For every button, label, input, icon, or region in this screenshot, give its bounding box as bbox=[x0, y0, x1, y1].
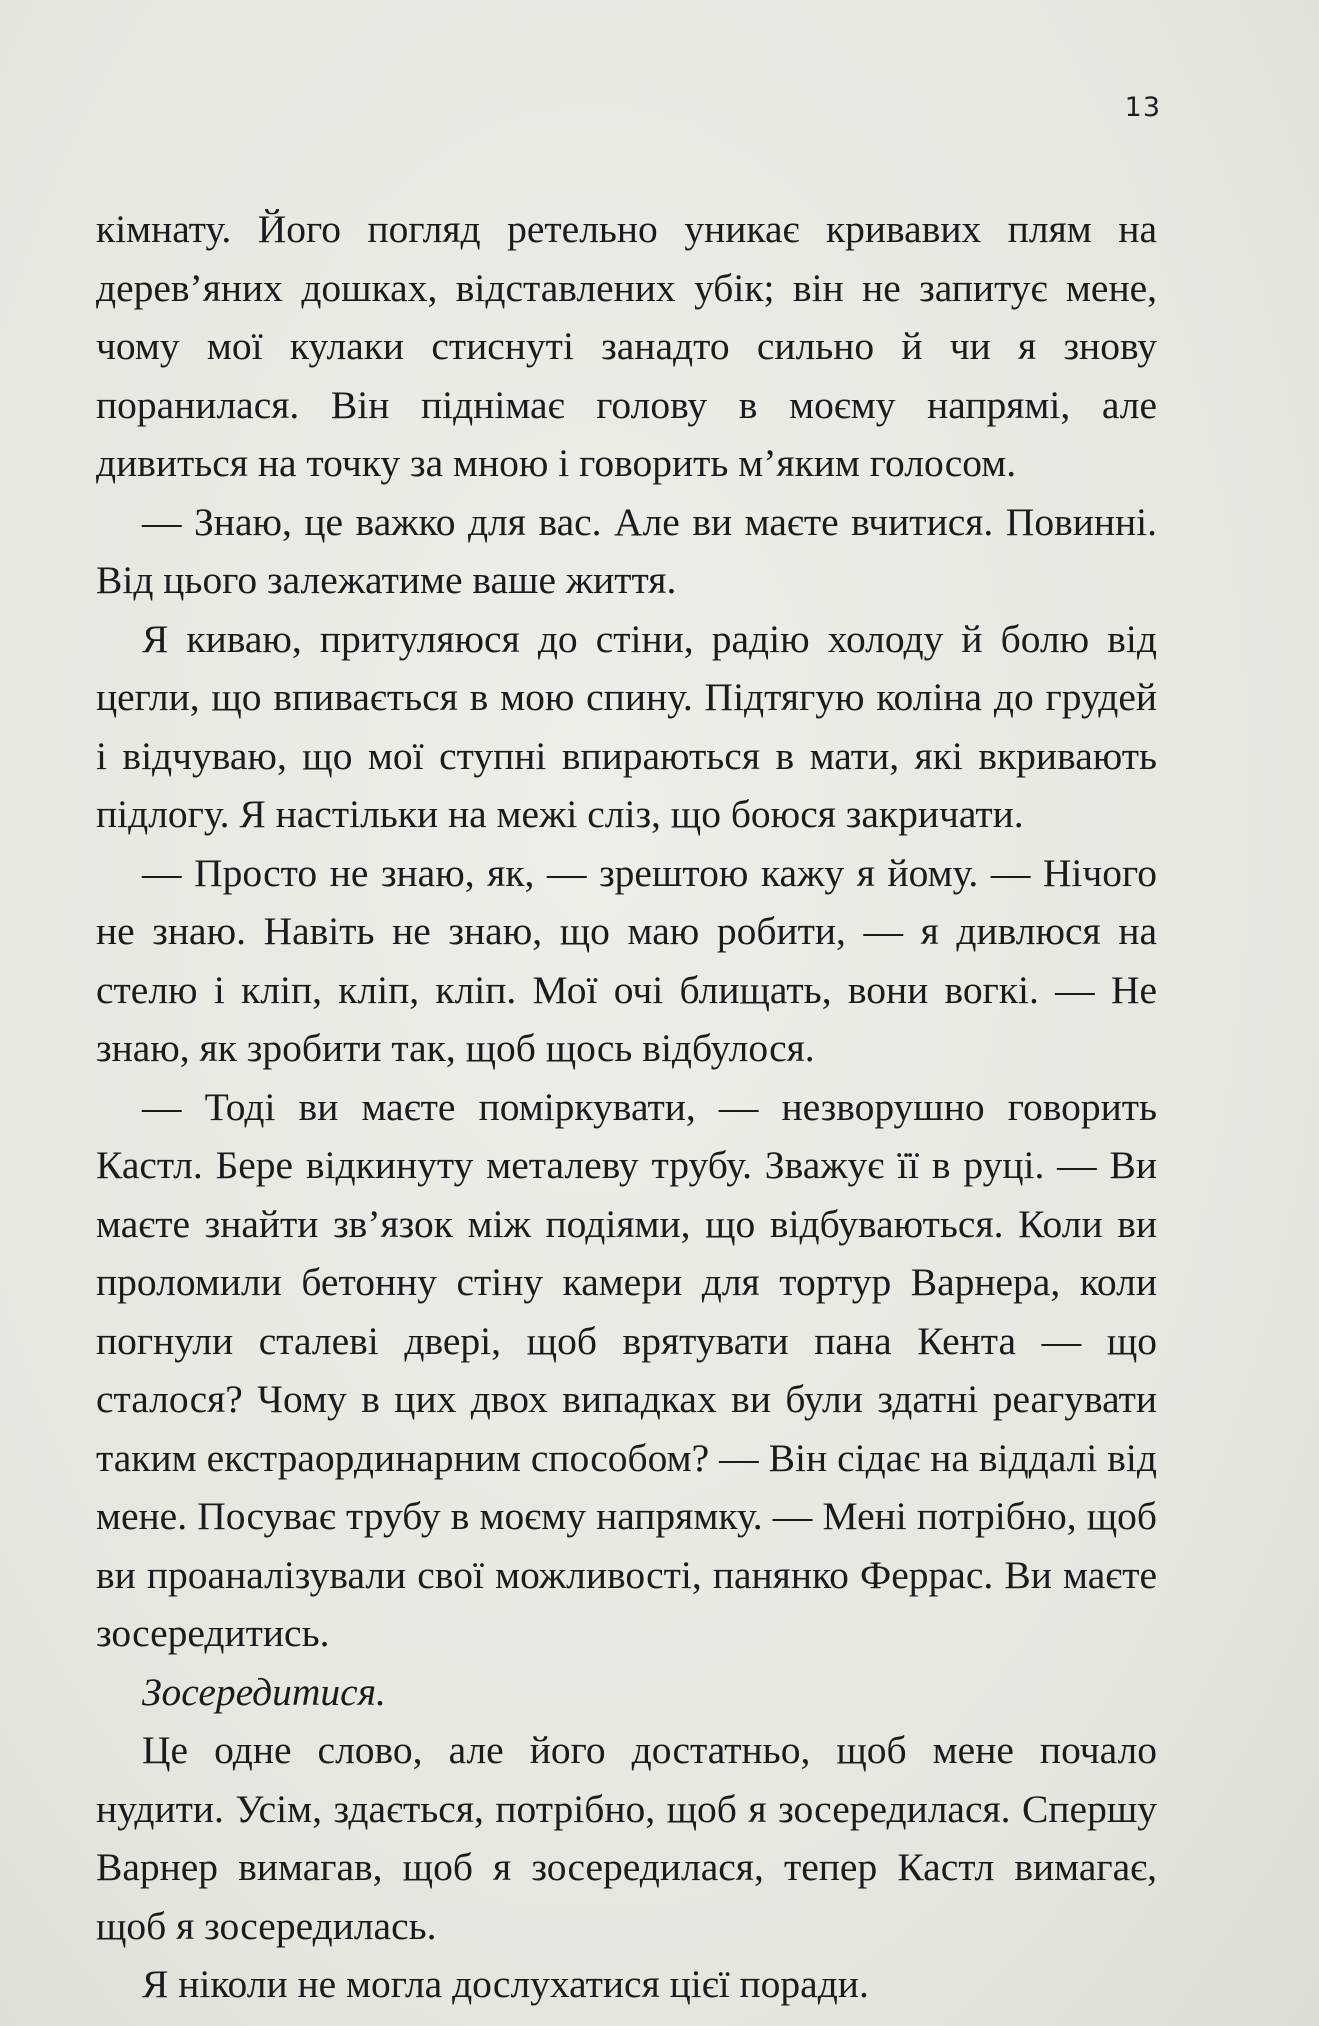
paragraph-7: Це одне слово, але його достатньо, щоб мене почало нудити. Усім, здається, потрібно, щоб я зосередилася. Спершу Варнер вимагав, щоб я зосередилася, тепер Кастл вимагає, щоб я зосередилась. bbox=[96, 1728, 1157, 1948]
paragraph-4-dialogue: — Просто не знаю, як, — зрештою кажу я йому. — Нічого не знаю. Навіть не знаю, що маю робити, — я дивлюся на стелю і кліп, кліп, кліп. Мої очі блищать, вони вогкі. — Не знаю, як зробити так, щоб щось відбулося. bbox=[96, 850, 1157, 1070]
body-text bbox=[96, 200, 1157, 2014]
paragraph-5-dialogue: — Тоді ви маєте поміркувати, — незворушно говорить Кастл. Бере відкинуту металеву трубу. Зважує її в руці. — Ви маєте знайти зв’язок між подіями, що відбуваються. Коли ви проломили бетонну стіну камери для тортур Варнера, коли погнули сталеві двері, щоб врятувати пана Кента — що сталося? Чому в цих двох випадках ви були здатні реагувати таким екстраординарним способом? — Він сідає на віддалі від мене. Посуває трубу в моєму напрямку. — Мені потрібно, щоб ви проаналізували свої можливості, панянко Феррас. Ви маєте зосередитись. bbox=[96, 1084, 1157, 1655]
paragraph-2-dialogue: — Знаю, це важко для вас. Але ви маєте вчитися. Повинні. Від цього залежатиме ваше життя. bbox=[96, 499, 1157, 602]
paragraph-3: Я киваю, притуляюся до стіни, радію холоду й болю від цегли, що впивається в мою спину. Підтягую коліна до грудей і відчуваю, що мої ступні впираються в мати, які вкривають підлогу. Я настільки на межі сліз, що боюся закричати. bbox=[96, 616, 1157, 836]
page-number: 13 bbox=[1124, 92, 1161, 123]
paragraph-1: кімнату. Його погляд ретельно уникає кривавих плям на дерев’яних дошках, відставлених убік; він не запитує мене, чому мої кулаки стиснуті занадто сильно й чи я знову поранилася. Він піднімає голову в моєму напрямі, але дивиться на точку за мною і говорить м’яким голосом. bbox=[96, 207, 1157, 485]
paragraph-8: Я ніколи не могла дослухатися цієї поради. bbox=[142, 1962, 869, 2006]
paragraph-6-italic: Зосередитися. bbox=[142, 1669, 386, 1714]
